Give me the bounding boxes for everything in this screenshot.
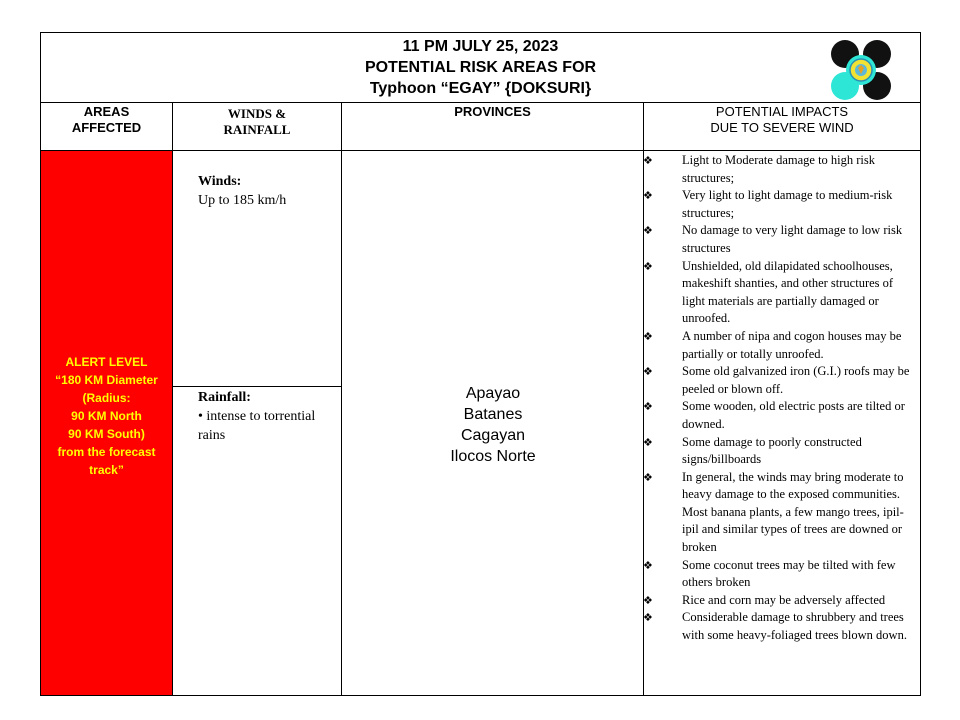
diamond-bullet-icon: ❖ <box>643 611 653 625</box>
rainfall-label: Rainfall: <box>198 390 251 405</box>
alert-line: “180 KM Diameter <box>55 373 158 387</box>
impact-item <box>643 434 920 469</box>
impact-item <box>643 222 920 257</box>
alert-line: (Radius: <box>82 391 131 405</box>
rainfall-line: • intense to torrential <box>198 409 316 424</box>
alert-line: 90 KM North <box>71 409 142 423</box>
rainfall-info <box>198 388 343 445</box>
impact-item <box>643 609 920 644</box>
impact-text: In general, the winds may bring moderate to heavy damage to the exposed communities. Most banana plants, a few mango trees, ipil-ipil and similar types of trees are downed or broken <box>682 469 904 555</box>
alert-line: track” <box>89 463 124 477</box>
impact-text: Some coconut trees may be tilted with few others broken <box>682 557 896 590</box>
impact-text: Considerable damage to shrubbery and trees with some heavy-foliaged trees blown down. <box>682 610 907 643</box>
province-item: Cagayan <box>460 427 526 444</box>
province-item: Ilocos Norte <box>450 448 536 465</box>
agency-logo-icon <box>830 39 892 101</box>
header-areas-affected <box>41 104 172 150</box>
header-areas-line1: AREAS <box>83 104 130 119</box>
title-line-typhoon: Typhoon “EGAY” {DOKSURI} <box>369 80 592 97</box>
impact-item <box>643 557 920 592</box>
header-winds-line2: RAINFALL <box>223 122 291 137</box>
impacts-list <box>643 152 920 645</box>
impact-item <box>643 398 920 433</box>
diamond-bullet-icon: ❖ <box>643 329 653 343</box>
rainfall-line: rains <box>198 428 226 443</box>
impact-text: Some wooden, old electric posts are tilted or downed. <box>682 399 905 431</box>
impact-item <box>643 363 920 398</box>
impact-item <box>643 152 920 187</box>
winds-value: Up to 185 km/h <box>198 193 287 208</box>
alert-level-cell <box>41 151 172 695</box>
alert-line: ALERT LEVEL <box>65 355 148 369</box>
impact-item <box>643 592 920 610</box>
diamond-bullet-icon: ❖ <box>643 593 653 607</box>
impact-item <box>643 469 920 557</box>
title-line-date: 11 PM JULY 25, 2023 <box>402 38 559 55</box>
header-potential-impacts <box>644 104 920 150</box>
impact-text: Some damage to poorly constructed signs/billboards <box>682 434 862 467</box>
alert-line: from the forecast <box>57 445 156 459</box>
impact-item <box>643 187 920 222</box>
winds-label: Winds: <box>198 174 242 189</box>
impact-text: Very light to light damage to medium-risk structures; <box>682 188 893 220</box>
column-divider <box>172 103 173 695</box>
province-item: Apayao <box>465 385 521 402</box>
header-winds-line1: WINDS & <box>227 106 287 121</box>
provinces-list <box>342 383 644 467</box>
header-impacts-line2: DUE TO SEVERE WIND <box>710 120 854 135</box>
winds-rainfall-divider <box>172 386 341 387</box>
diamond-bullet-icon: ❖ <box>643 154 653 167</box>
diamond-bullet-icon: ❖ <box>643 470 653 484</box>
diamond-bullet-icon: ❖ <box>643 400 653 414</box>
header-winds-rainfall <box>173 106 341 152</box>
impact-text: Some old galvanized iron (G.I.) roofs may be peeled or blown off. <box>682 364 910 396</box>
title-row <box>41 33 920 103</box>
header-provinces <box>342 104 643 150</box>
diamond-bullet-icon: ❖ <box>643 224 653 238</box>
impact-text: Unshielded, old dilapidated schoolhouses, makeshift shanties, and other structures of light materials are partially damaged or unroofed. <box>682 258 894 326</box>
province-item: Batanes <box>463 406 523 423</box>
impact-text: Rice and corn may be adversely affected <box>682 592 886 607</box>
diamond-bullet-icon: ❖ <box>643 365 653 379</box>
title-line-heading: POTENTIAL RISK AREAS FOR <box>364 59 597 76</box>
impact-text: A number of nipa and cogon houses may be partially or totally unroofed. <box>682 328 902 361</box>
alert-line: 90 KM South) <box>68 427 145 441</box>
winds-info <box>198 172 368 210</box>
alert-level-text <box>41 353 172 479</box>
header-impacts-line1: POTENTIAL IMPACTS <box>715 104 849 119</box>
impact-item <box>643 258 920 328</box>
header-areas-line2: AFFECTED <box>71 120 142 135</box>
impact-text: Light to Moderate damage to high risk structures; <box>682 153 876 185</box>
impact-item <box>643 328 920 363</box>
diamond-bullet-icon: ❖ <box>643 558 653 572</box>
page-title <box>41 36 920 99</box>
impact-text: No damage to very light damage to low risk structures <box>682 223 903 255</box>
diamond-bullet-icon: ❖ <box>643 189 653 203</box>
header-provinces-label: PROVINCES <box>454 104 531 119</box>
diamond-bullet-icon: ❖ <box>643 435 653 449</box>
diamond-bullet-icon: ❖ <box>643 259 653 273</box>
risk-table <box>40 32 921 696</box>
